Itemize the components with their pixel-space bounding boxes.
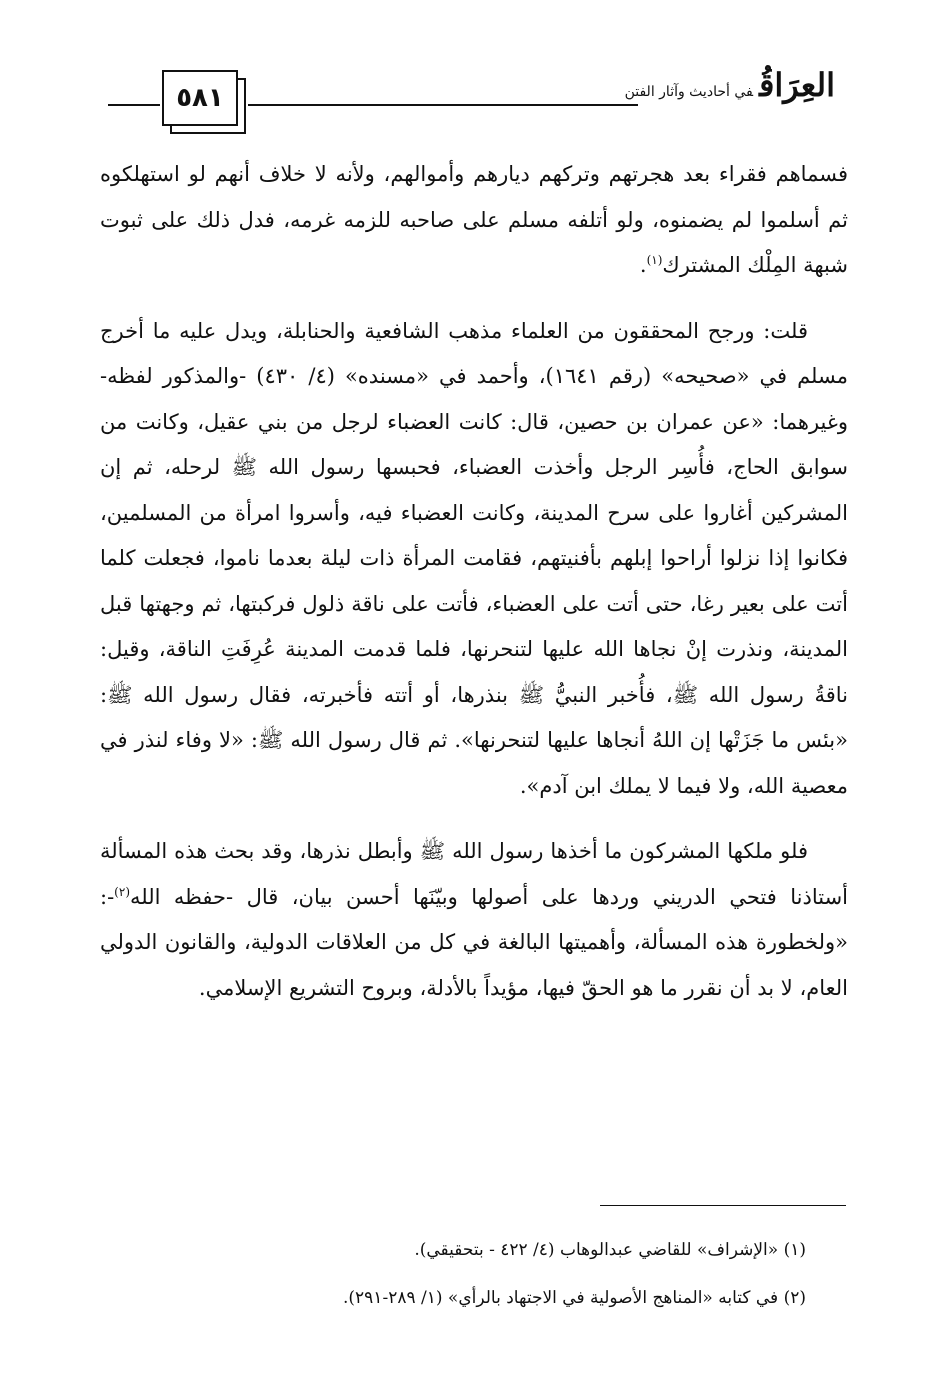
footnote-1: (١) «الإشراف» للقاضي عبدالوهاب (٤/ ٤٢٢ - بتحقيقي).: [414, 1240, 806, 1260]
footnote-ref-1: (١): [646, 253, 663, 267]
footnote-2: (٢) في كتابه «المناهج الأصولية في الاجتهاد بالرأي» (١/ ٢٨٩-٢٩١).: [343, 1288, 806, 1308]
page-number: ٥٨١: [176, 83, 224, 113]
paragraph-2-text: قلت: ورجح المحققون من العلماء مذهب الشافعية والحنابلة، ويدل عليه ما أخرج مسلم في «صحيحه» (رقم ١٦٤١)، وأحمد في «مسنده» (٤/ ٤٣٠) -والمذكور لفظه- وغيرهما: «عن عمران بن حصين، قال: كانت العضباء لرجل من بني عقيل، وكانت من سوابق الحاج، فأُسِر الرجل وأخذت العضباء، فحبسها رسول الله ﷺ لرحله، ثم إن المشركين أغاروا على سرح المدينة، وكانت العضباء فيه، وأسروا امرأة من المسلمين، فكانوا إذا نزلوا أراحوا إبلهم بأفنيتهم، فقامت المرأة ذات ليلة بعدما ناموا، فجعلت كلما أتت على بعير رغا، حتى أتت على العضباء، فأتت على ناقة ذلول فركبتها، ثم وجهتها قبل المدينة، ونذرت إنْ نجاها الله عليها لتنحرنها، فلما قدمت المدينة عُرِفَتِ الناقة، وقيل: ناقةُ رسول الله ﷺ، فأُخبر النبيُّ ﷺ بنذرها، أو أتته فأخبرته، فقال رسول الله ﷺ: «بئس ما جَزَتْها إن اللهُ أنجاها عليها لتنحرنها». ثم قال رسول الله ﷺ: «لا وفاء لنذر في معصية الله، ولا فيما لا يملك ابن آدم».: [100, 318, 848, 798]
running-title: [625, 66, 835, 104]
footnote-ref-2: (٢): [114, 884, 130, 899]
page-header: [0, 0, 945, 140]
paragraph-3-text: فلو ملكها المشركون ما أخذها رسول الله ﷺ وأبطل نذرها، وقد بحث هذه المسألة أستاذنا فتحي الدريني وردها على أصولها وبيّنَها أحسن بيان، قال -حفظه الله: [100, 839, 848, 909]
footnote-separator: [600, 1205, 846, 1206]
paragraph-1-end: .: [639, 253, 647, 277]
paragraph-2: [100, 309, 848, 810]
footnotes: [100, 1226, 806, 1322]
running-title-main: العِرَاقُ: [759, 66, 835, 104]
header-rule-left: [108, 104, 160, 106]
running-title-sub: في أحاديث وآثار الفتن: [624, 84, 754, 100]
header-rule-right: [248, 104, 638, 106]
paragraph-3: [100, 829, 848, 1011]
paragraph-1-text: فسماهم فقراء بعد هجرتهم وتركهم ديارهم وأموالهم، ولأنه لا خلاف أنهم لو استهلكوه ثم أسلموا لم يضمنوه، ولو أتلفه مسلم على صاحبه للزمه غرمه، فدل ذلك على ثبوت شبهة المِلْك المشترك: [100, 162, 848, 277]
page-number-box: [162, 70, 238, 126]
main-text: [100, 152, 848, 1011]
paragraph-3-continuation: -: «ولخطورة هذه المسألة، وأهميتها البالغة في كل من العلاقات الدولية، والقانون الدولي العام، لا بد أن نقرر ما هو الحقّ فيها، مؤيداً بالأدلة، وبروح التشريع الإسلامي.: [100, 884, 848, 1000]
paragraph-1: [100, 152, 848, 289]
